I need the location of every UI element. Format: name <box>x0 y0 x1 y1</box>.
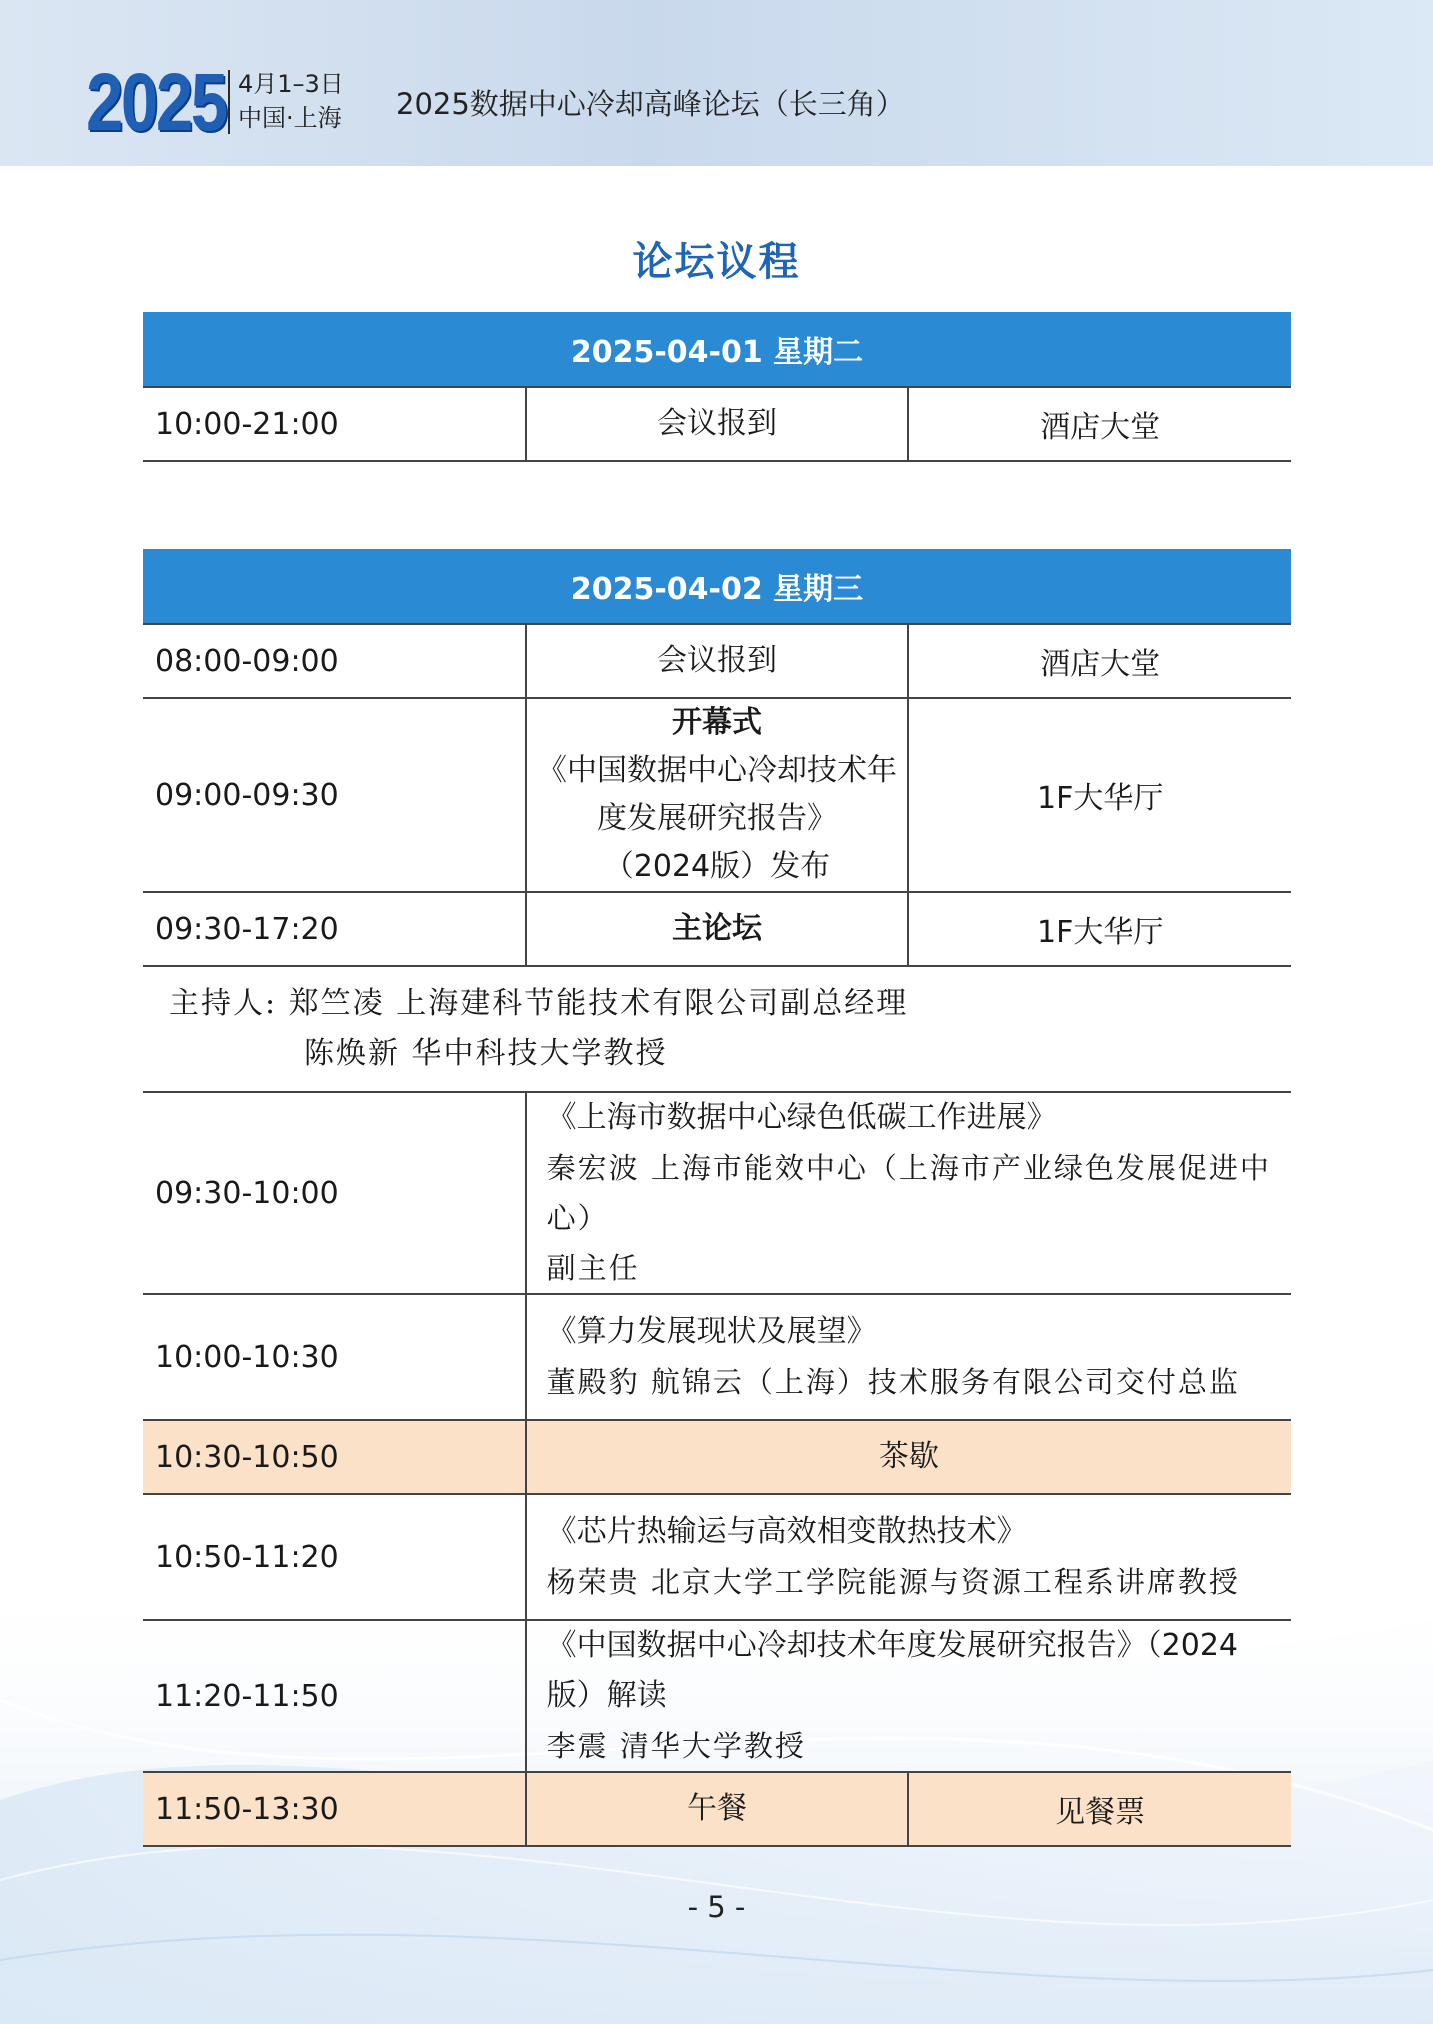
content-cell: 茶歇 <box>526 1420 1291 1494</box>
page-title: 论坛议程 <box>632 239 801 285</box>
location-cell: 1F大华厅 <box>908 698 1291 892</box>
content-cell: 主论坛 <box>526 892 909 966</box>
talk-title: 《上海市数据中心绿色低碳工作进展》 <box>546 1100 1057 1135</box>
talk-cell <box>526 1092 1291 1294</box>
host-line <box>169 979 1291 1029</box>
talk-title: 《算力发展现状及展望》 <box>546 1314 877 1349</box>
logo-year: 2025 <box>86 57 226 148</box>
session-line: 《中国数据中心冷却技术年度发展研究报告》 <box>536 753 897 836</box>
table-row <box>143 1772 1291 1846</box>
day-header-label: 2025-04-02 星期三 <box>143 549 1291 624</box>
talk-speaker: 秦宏波 上海市能效中心（上海市产业绿色发展促进中心） <box>546 1151 1271 1235</box>
header-bar <box>0 0 1433 166</box>
time-cell: 10:00-21:00 <box>143 387 526 461</box>
time-cell: 10:30-10:50 <box>143 1420 526 1494</box>
content-cell <box>526 698 909 892</box>
talk-speaker: 董殿豹 航锦云（上海）技术服务有限公司交付总监 <box>546 1365 1240 1399</box>
time-cell: 09:30-10:00 <box>143 1092 526 1294</box>
table-row <box>143 387 1291 461</box>
host-label: 主持人: <box>169 986 278 1021</box>
table-row <box>143 1294 1291 1420</box>
time-cell: 11:50-13:30 <box>143 1772 526 1846</box>
event-location: 中国·上海 <box>238 104 342 132</box>
time-cell: 08:00-09:00 <box>143 624 526 698</box>
content-cell: 会议报到 <box>526 387 909 461</box>
content-cell: 会议报到 <box>526 624 909 698</box>
session-title: 开幕式 <box>671 705 762 740</box>
talk-title: 《芯片热输运与高效相变散热技术》 <box>546 1514 1027 1549</box>
event-dates: 4月1–3日 <box>238 70 344 98</box>
table-row <box>143 1092 1291 1294</box>
day-header-label: 2025-04-01 星期二 <box>143 312 1291 387</box>
table-row <box>143 1620 1291 1772</box>
talk-speaker: 杨荣贵 北京大学工学院能源与资源工程系讲席教授 <box>546 1565 1240 1599</box>
talk-cell <box>526 1494 1291 1620</box>
content-cell: 午餐 <box>526 1772 909 1846</box>
time-cell: 10:50-11:20 <box>143 1494 526 1620</box>
table-row <box>143 624 1291 698</box>
event-title: 2025数据中心冷却高峰论坛（长三角） <box>396 87 905 121</box>
location-cell: 酒店大堂 <box>908 624 1291 698</box>
talk-title: 《中国数据中心冷却技术年度发展研究报告》（2024 版）解读 <box>546 1628 1239 1713</box>
time-cell: 10:00-10:30 <box>143 1294 526 1420</box>
time-cell: 09:00-09:30 <box>143 698 526 892</box>
logo-divider <box>228 70 230 134</box>
agenda-day1-table <box>143 312 1291 462</box>
table-row <box>143 892 1291 966</box>
day-header <box>143 549 1291 624</box>
talk-cell <box>526 1620 1291 1772</box>
location-cell: 见餐票 <box>908 1772 1291 1846</box>
talk-speaker: 副主任 <box>546 1251 640 1285</box>
page-number: - 5 - <box>687 1890 746 1924</box>
table-row <box>143 698 1291 892</box>
table-row <box>143 1420 1291 1494</box>
time-cell: 11:20-11:50 <box>143 1620 526 1772</box>
host-row <box>143 966 1291 1092</box>
host-name: 郑竺凌 上海建科节能技术有限公司副总经理 <box>288 986 909 1021</box>
talk-speaker: 李震 清华大学教授 <box>546 1729 806 1763</box>
location-cell: 酒店大堂 <box>908 387 1291 461</box>
talk-cell <box>526 1294 1291 1420</box>
location-cell: 1F大华厅 <box>908 892 1291 966</box>
time-cell: 09:30-17:20 <box>143 892 526 966</box>
day-header <box>143 312 1291 387</box>
agenda-day2-table <box>143 549 1291 1847</box>
table-row <box>143 1494 1291 1620</box>
session-line: （2024版）发布 <box>603 849 831 884</box>
host-cell <box>143 966 1291 1092</box>
host-name: 陈焕新 华中科技大学教授 <box>304 1036 668 1071</box>
